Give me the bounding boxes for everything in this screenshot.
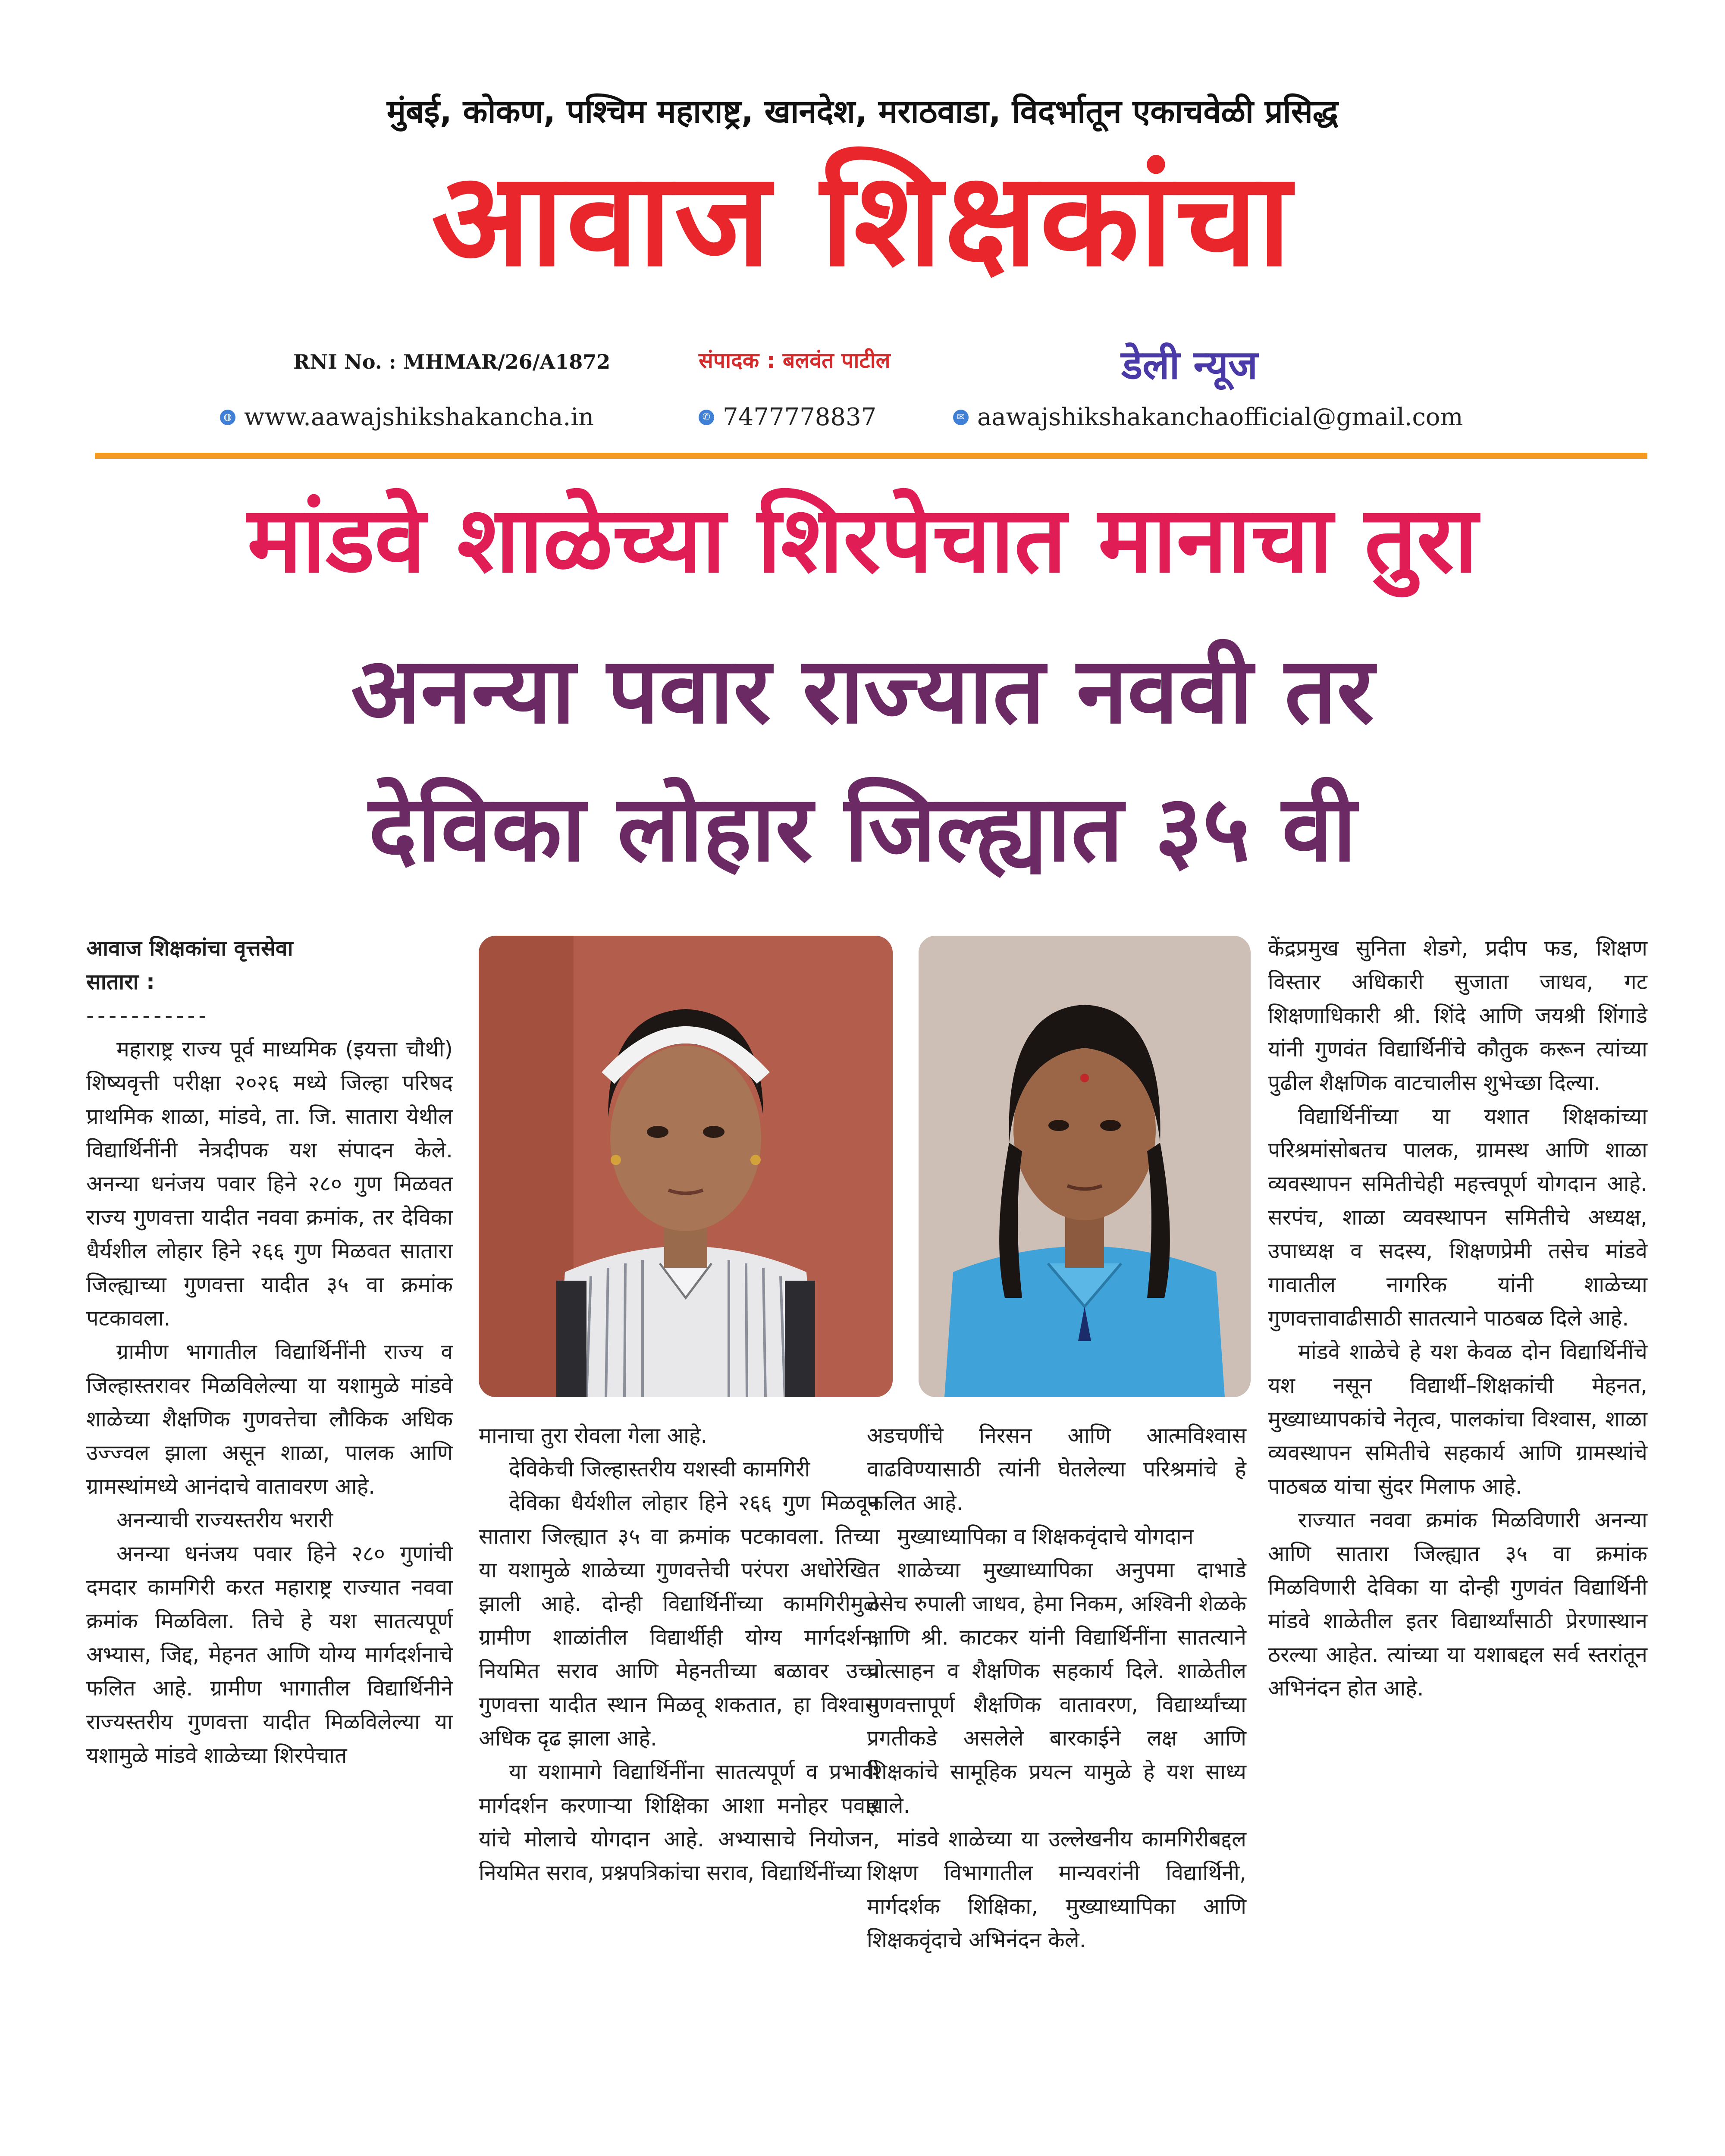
ananya-portrait-illustration (479, 936, 893, 1397)
headline-line-3: देविका लोहार जिल्ह्यात ३५ वी (368, 775, 1357, 882)
article-paragraph: केंद्रप्रमुख सुनिता शेडगे, प्रदीप फड, शिक्षण विस्तार अधिकारी सुजाता जाधव, गट शिक्षणाधिकारी श्री. शिंदे आणि जयश्री शिंगाडे यांनी गुणवंत विद्यार्थिनींचे कौतुक करून त्यांच्या पुढील शैक्षणिक वाटचालीस शुभेच्छा दिल्या. (1268, 936, 1647, 1095)
phone-text[interactable]: 7477778837 (723, 403, 877, 431)
website-contact[interactable] (220, 403, 594, 431)
byline-location: सातारा : (86, 969, 155, 994)
student-photo-devika (919, 936, 1251, 1397)
article-paragraph: मांडवे शाळेच्या या उल्लेखनीय कामगिरीबद्दल शिक्षण विभागातील मान्यवरांनी विद्यार्थिनी, मार्गदर्शक शिक्षिका, मुख्याध्यापिका आणि शिक्षकवृंदाचे अभिनंदन केले. (867, 1827, 1246, 1952)
tagline: मुंबई, कोकण, पश्चिम महाराष्ट्र, खानदेश, मराठवाडा, विदर्भातून एकाचवेळी प्रसिद्ध (386, 93, 1339, 130)
header-divider (95, 453, 1647, 459)
headline-line-2: अनन्या पवार राज्यात नववी तर (351, 637, 1374, 744)
byline-service: आवाज शिक्षकांचा वृत्तसेवा (86, 936, 293, 961)
globe-icon: ◍ (220, 410, 235, 425)
article-column-4 (1268, 931, 1647, 1705)
website-text[interactable]: www.aawajshikshakancha.in (244, 403, 594, 431)
email-contact[interactable] (953, 403, 1463, 431)
phone-icon: ✆ (699, 410, 714, 425)
article-subheading: देविकेची जिल्हास्तरीय यशस्वी कामगिरी (509, 1457, 810, 1482)
article-paragraph: या यशामागे विद्यार्थिनींना सातत्यपूर्ण व प्रभावी मार्गदर्शन करणाऱ्या शिक्षिका आशा मनोहर पवार यांचे मोलाचे योगदान आहे. अभ्यासाचे नियोजन, नियमित सराव, प्रश्नपत्रिकांचा सराव, विद्यार्थिनींच्या (479, 1759, 880, 1885)
headline-line-1: मांडवे शाळेच्या शिरपेचात मानाचा तुरा (247, 486, 1478, 593)
editor-name: संपादक : बलवंत पाटील (699, 348, 891, 373)
email-text[interactable]: aawajshikshakanchaofficial@gmail.com (977, 403, 1463, 431)
article-subheading: अनन्याची राज्यस्तरीय भरारी (116, 1507, 333, 1532)
masthead-title: आवाज शिक्षकांचा (431, 144, 1294, 295)
daily-news-label: डेली न्यूज (1121, 342, 1258, 388)
article-paragraph: देविका धैर्यशील लोहार हिने २६६ गुण मिळवून सातारा जिल्ह्यात ३५ वा क्रमांक पटकावला. तिच्या या यशामुळे शाळेच्या गुणवत्तेची परंपरा अधोरेखित झाली आहे. दोन्ही विद्यार्थिनींच्या कामगिरीमुळे ग्रामीण शाळांतील विद्यार्थीही योग्य मार्गदर्शन, नियमित सराव आणि मेहनतीच्या बळावर उच्च गुणवत्ता यादीत स्थान मिळवू शकतात, हा विश्वास अधिक दृढ झाला आहे. (479, 1490, 880, 1751)
rni-number: RNI No. : MHMAR/26/A1872 (293, 350, 611, 373)
article-column-2 (479, 1419, 880, 1890)
article-paragraph: महाराष्ट्र राज्य पूर्व माध्यमिक (इयत्ता चौथी) शिष्यवृत्ती परीक्षा २०२६ मध्ये जिल्हा परिषद प्राथमिक शाळा, मांडवे, ता. जि. सातारा येथील विद्यार्थिनींनी नेत्रदीपक यश संपादन केले. अनन्या धनंजय पवार हिने २८० गुण मिळवत राज्य गुणवत्ता यादीत नववा क्रमांक, तर देविका धैर्यशील लोहार हिने २६६ गुण मिळवत सातारा जिल्ह्याच्या गुणवत्ता यादीत ३५ वा क्रमांक पटकावला. (86, 1037, 453, 1331)
student-photo-ananya (479, 936, 893, 1397)
article-paragraph: मांडवे शाळेचे हे यश केवळ दोन विद्यार्थिनींचे यश नसून विद्यार्थी–शिक्षकांची मेहनत, मुख्याध्यापकांचे नेतृत्व, पालकांचा विश्वास, शाळा व्यवस्थापन समितीचे सहकार्य आणि ग्रामस्थांचे पाठबळ यांचा सुंदर मिलाफ आहे. (1268, 1339, 1647, 1499)
article-paragraph: ग्रामीण भागातील विद्यार्थिनींनी राज्य व जिल्हास्तरावर मिळविलेल्या या यशामुळे मांडवे शाळेच्या शैक्षणिक गुणवत्तेचा लौकिक अधिक उज्ज्वल झाला असून शाळा, पालक आणि ग्रामस्थांमध्ये आनंदाचे वातावरण आहे. (86, 1339, 453, 1499)
byline-divider: ----------- (86, 1003, 210, 1028)
article-paragraph: अडचणींचे निरसन आणि आत्मविश्वास वाढविण्यासाठी त्यांनी घेतलेल्या परिश्रमांचे हे फलित आहे. (867, 1423, 1246, 1515)
article-paragraph: शाळेच्या मुख्याध्यापिका अनुपमा दाभाडे तसेच रुपाली जाधव, हेमा निकम, अश्विनी शेळके आणि श्री. काटकर यांनी विद्यार्थिनींना सातत्याने प्रोत्साहन व शैक्षणिक सहकार्य दिले. शाळेतील गुणवत्तापूर्ण शैक्षणिक वातावरण, विद्यार्थ्यांच्या प्रगतीकडे असलेले बारकाईने लक्ष आणि शिक्षकांचे सामूहिक प्रयत्न यामुळे हे यश साध्य झाले. (867, 1557, 1246, 1818)
phone-contact[interactable] (699, 403, 876, 431)
article-paragraph: विद्यार्थिनींच्या या यशात शिक्षकांच्या परिश्रमांसोबतच पालक, ग्रामस्थ आणि शाळा व्यवस्थापन समितीचेही महत्त्वपूर्ण योगदान आहे. सरपंच, शाळा व्यवस्थापन समितीचे अध्यक्ष, उपाध्यक्ष व सदस्य, शिक्षणप्रेमी तसेच मांडवे गावातील नागरिक यांनी शाळेच्या गुणवत्तावाढीसाठी सातत्याने पाठबळ दिले आहे. (1268, 1104, 1647, 1331)
article-column-3 (867, 1419, 1246, 1957)
article-paragraph: मानाचा तुरा रोवला गेला आहे. (479, 1423, 708, 1448)
mail-icon: ✉ (953, 410, 969, 425)
article-subheading: मुख्याध्यापिका व शिक्षकवृंदाचे योगदान (897, 1524, 1194, 1549)
article-column-1 (86, 931, 453, 1772)
article-paragraph: राज्यात नववा क्रमांक मिळविणारी अनन्या आणि सातारा जिल्ह्यात ३५ वा क्रमांक मिळविणारी देविका या दोन्ही गुणवंत विद्यार्थिनी मांडवे शाळेतील इतर विद्यार्थ्यांसाठी प्रेरणास्थान ठरल्या आहेत. त्यांच्या या यशाबद्दल सर्व स्तरांतून अभिनंदन होत आहे. (1268, 1507, 1647, 1701)
devika-portrait-illustration (919, 936, 1251, 1397)
article-paragraph: अनन्या धनंजय पवार हिने २८० गुणांची दमदार कामगिरी करत महाराष्ट्र राज्यात नववा क्रमांक मिळविला. तिचे हे यश सातत्यपूर्ण अभ्यास, जिद्द, मेहनत आणि योग्य मार्गदर्शनाचे फलित आहे. ग्रामीण भागातील विद्यार्थिनीने राज्यस्तरीय गुणवत्ता यादीत मिळविलेल्या या यशामुळे मांडवे शाळेच्या शिरपेचात (86, 1541, 453, 1768)
